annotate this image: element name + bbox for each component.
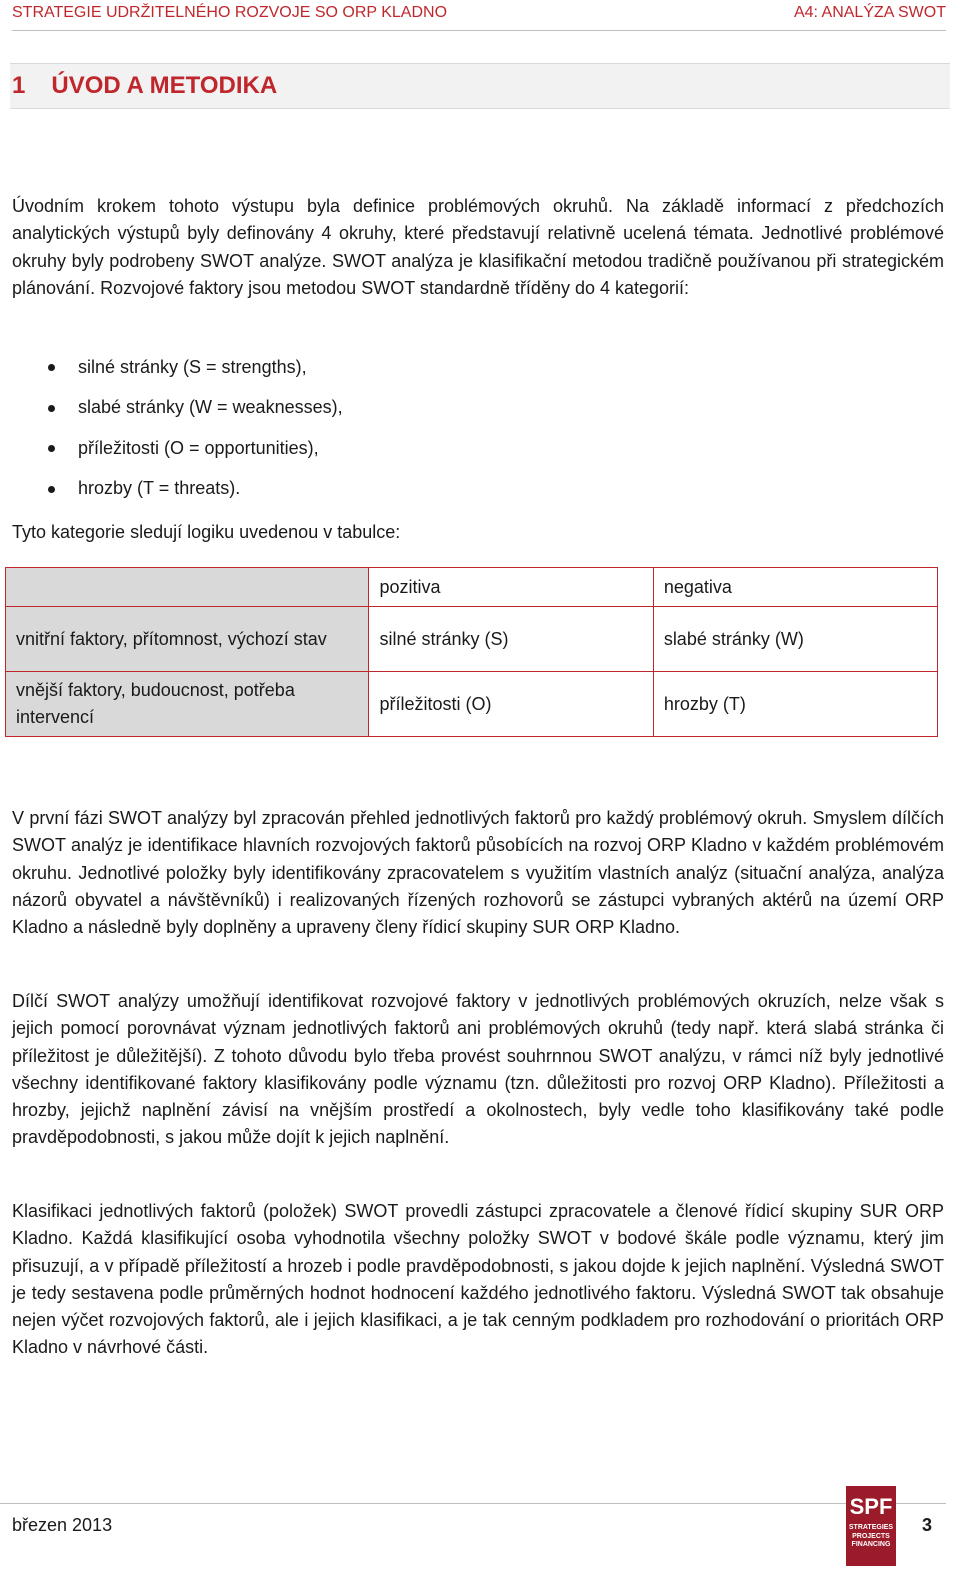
list-item: hrozby (T = threats).	[12, 469, 912, 510]
section-title: ÚVOD A METODIKA	[51, 72, 278, 99]
table-row	[6, 568, 938, 607]
section-heading	[10, 63, 950, 109]
logo-line: FINANCING	[851, 1541, 891, 1548]
list-item: silné stránky (S = strengths),	[12, 347, 912, 388]
logo-line: PROJECTS	[852, 1532, 890, 1540]
body-paragraph: Dílčí SWOT analýzy umožňují identifikovat rozvojové faktory v jednotlivých problémových okruzích, nelze však s jejich pomocí porovnávat význam jednotlivých faktorů ani problémových okruhů (tedy např. která slabá stránka či příležitost je důležitější). Z tohoto důvodu bylo třeba provést souhrnnou SWOT analýzu, v rámci níž byly jednotlivé všechny identifikované faktory klasifikovány podle významu (tzn. důležitosti pro rozvoj ORP Kladno). Příležitosti a hrozby, jejichž naplnění závisí na vnějším prostředí a okolnostech, byly vedle toho klasifikovány také podle pravděpodobnosti, s jakou může dojít k jejich naplnění.	[12, 991, 944, 1148]
table-header-cell: negativa	[653, 568, 937, 607]
table-row	[6, 672, 938, 737]
table-row-header: vnitřní faktory, přítomnost, výchozí stav	[6, 607, 369, 672]
table-row	[6, 607, 938, 672]
body-paragraph: Klasifikaci jednotlivých faktorů (položek) SWOT provedli zástupci zpracovatele a členové řídicí skupiny SUR ORP Kladno. Každá klasifikující osoba vyhodnotila všechny položky SWOT v bodové škále podle významu, který jim přisuzují, a v případě příležitostí a hrozeb i podle pravděpodobnosti, s jakou dojde k jejich naplnění. Výsledná SWOT je tedy sestavena podle průměrných hodnot hodnocení každého jednotlivého faktoru. Výsledná SWOT tak obsahuje nejen výčet rozvojových faktorů, ale i jejich klasifikaci, a je tak cenným podkladem pro rozhodování o prioritách ORP Kladno v návrhové části.	[12, 1201, 944, 1358]
table-cell: hrozby (T)	[653, 672, 937, 737]
page-number: 3	[921, 1515, 932, 1535]
table-row-header: vnější faktory, budoucnost, potřeba intervencí	[6, 672, 369, 737]
bullet-icon	[48, 445, 55, 452]
body-paragraph: V první fázi SWOT analýzy byl zpracován přehled jednotlivých faktorů pro každý problémový okruh. Smyslem dílčích SWOT analýz je identifikace hlavních rozvojových faktorů působících na rozvoj ORP Kladno v každém problémovém okruhu. Jednotlivé položky byly identifikovány zpracovatelem s využitím vlastních analýz (situační analýza, analýza názorů obyvatel a návštěvníků) i realizovaných řízených rozhovorů se zástupci vybraných aktérů na území ORP Kladno a následně byly doplněny a upraveny členy řídicí skupiny SUR ORP Kladno.	[12, 808, 944, 938]
document-section: A4: ANALÝZA SWOT	[793, 4, 946, 21]
swot-table	[5, 567, 938, 737]
page-header	[12, 0, 946, 26]
table-header-cell: pozitiva	[369, 568, 653, 607]
bullet-icon	[48, 405, 55, 412]
header-divider	[12, 30, 946, 31]
table-intro: Tyto kategorie sledují logiku uvedenou v tabulce:	[12, 522, 401, 542]
bullet-icon	[48, 486, 55, 493]
logo-mark: SPF	[849, 1494, 893, 1519]
bullet-icon	[48, 364, 55, 371]
section-number: 1	[12, 72, 26, 99]
footer-divider	[0, 1503, 946, 1504]
footer-date: březen 2013	[12, 1515, 113, 1535]
category-list	[12, 347, 912, 509]
table-cell: silné stránky (S)	[369, 607, 653, 672]
list-item: slabé stránky (W = weaknesses),	[12, 388, 912, 429]
intro-paragraph: Úvodním krokem tohoto výstupu byla definice problémových okruhů. Na základě informací z předchozích analytických výstupů byly definovány 4 okruhy, které představují relativně ucelená témata. Jednotlivé problémové okruhy byly podrobeny SWOT analýze. SWOT analýza je klasifikační metodou tradičně používanou při strategickém plánování. Rozvojové faktory jsou metodou SWOT standardně tříděny do 4 kategorií:	[12, 196, 944, 298]
table-cell: slabé stránky (W)	[653, 607, 937, 672]
list-item: příležitosti (O = opportunities),	[12, 428, 912, 469]
document-title: STRATEGIE UDRŽITELNÉHO ROZVOJE SO ORP KLADNO	[12, 4, 448, 21]
table-cell	[6, 568, 369, 607]
table-cell: příležitosti (O)	[369, 672, 653, 737]
spf-logo	[846, 1486, 896, 1566]
logo-line: STRATEGIES	[848, 1524, 894, 1531]
